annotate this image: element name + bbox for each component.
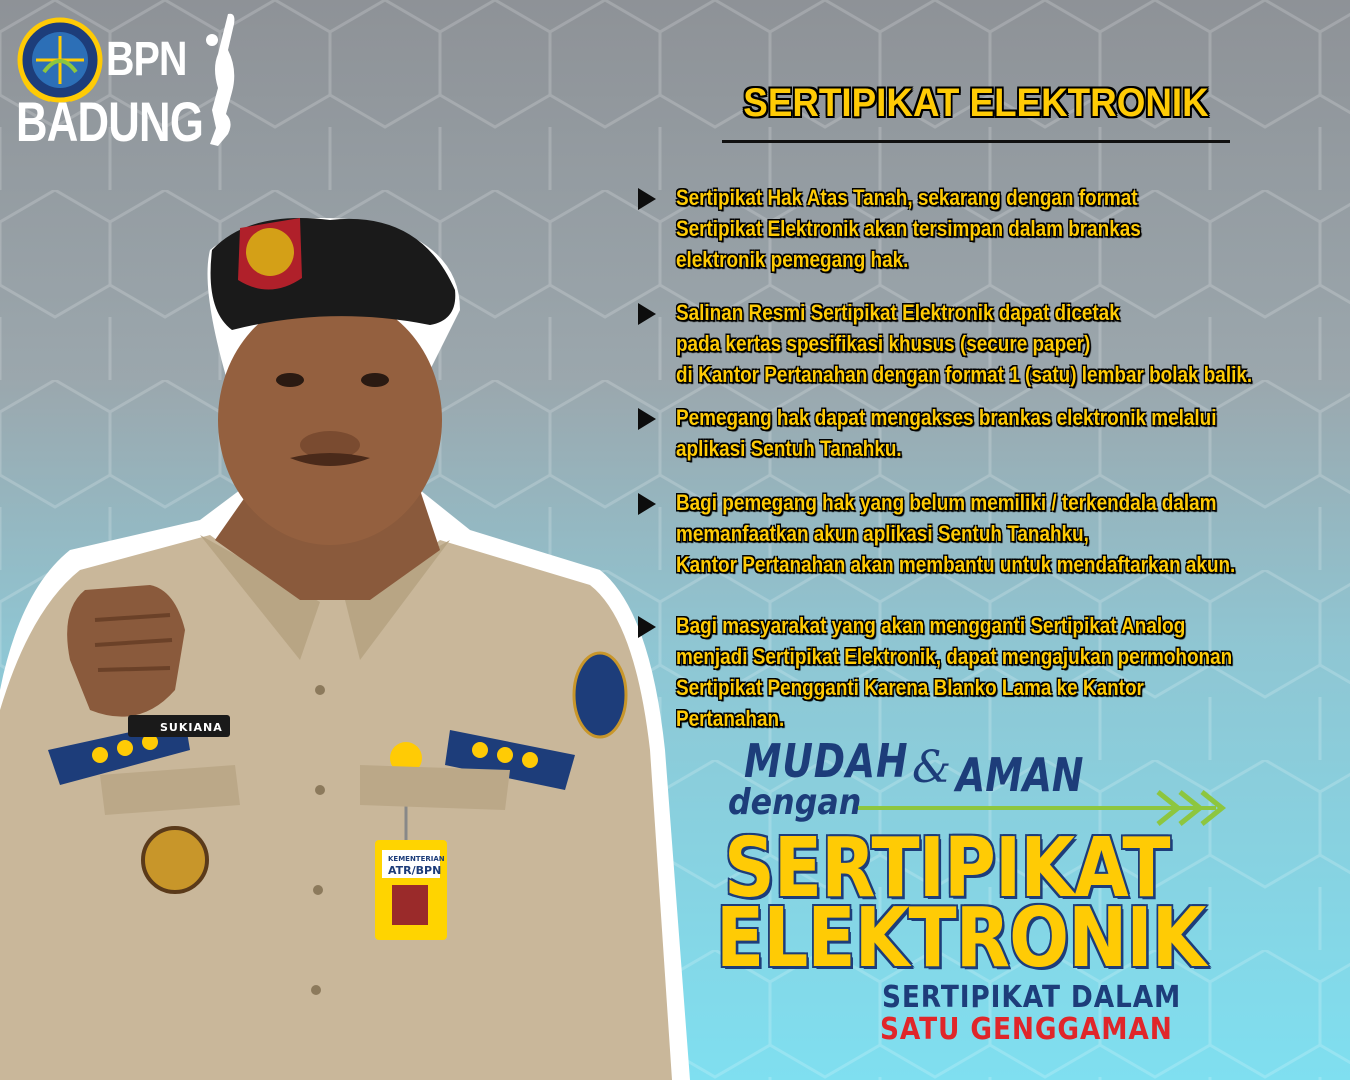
bullet-text: Bagi pemegang hak yang belum memiliki / terkendala dalam memanfaatkan akun aplikasi Sentuh Tanahku, Kantor Pertanahan akan membantu untuk mendaftarkan akun. [676,490,1236,577]
bullet-text: Salinan Resmi Sertipikat Elektronik dapat dicetak pada kertas spesifikasi khusus (secure paper) di Kantor Pertanahan dengan format 1 (satu) lembar bolak balik. [676,300,1253,387]
bullet-text: Bagi masyarakat yang akan mengganti Sertipikat Analog menjadi Sertipikat Elektronik, dapat mengajukan permohonan Sertipikat Pengganti Karena Blanko Lama ke Kantor Pertanahan. [676,613,1233,731]
bullet-text: Sertipikat Hak Atas Tanah, sekarang dengan format Sertipikat Elektronik akan tersimpan dalam brankas elektronik pemegang hak. [676,185,1141,272]
triangle-bullet-icon [638,616,656,638]
slogan-ampersand: & [912,742,952,793]
slogan-block [700,720,1260,1070]
header [720,78,1232,148]
officer-portrait [0,190,700,1080]
logo-badung-text: BADUNG [16,90,204,153]
slogan-elektronik: ELEKTRONIK [716,891,1206,986]
id-card-text-1: KEMENTERIAN [388,855,445,863]
triangle-bullet-icon [638,303,656,325]
bullet-text: Pemegang hak dapat mengakses brankas elektronik melalui aplikasi Sentuh Tanahku. [676,405,1217,461]
slogan-sub-line-2: SATU GENGGAMAN [880,1012,1173,1047]
triangle-bullet-icon [638,188,656,210]
triangle-bullet-icon [638,493,656,515]
slogan-dengan: dengan [728,782,862,823]
page-title: SERTIPIKAT ELEKTRONIK [743,81,1209,125]
slogan-sertipikat: SERTIPIKAT [724,821,1170,916]
slogan-aman: AMAN [956,748,1084,802]
dancer-silhouette-icon [198,10,244,150]
name-tag: SUKIANA [160,721,223,734]
slogan-sub-line-1: SERTIPIKAT DALAM [882,980,1182,1015]
id-card-text-2: ATR/BPN [388,864,442,877]
title-underline [722,140,1230,143]
slogan-mudah: MUDAH [744,734,909,788]
logo-bpn-text: BPN [106,33,187,86]
bpn-badung-logo [14,10,244,153]
triangle-bullet-icon [638,408,656,430]
